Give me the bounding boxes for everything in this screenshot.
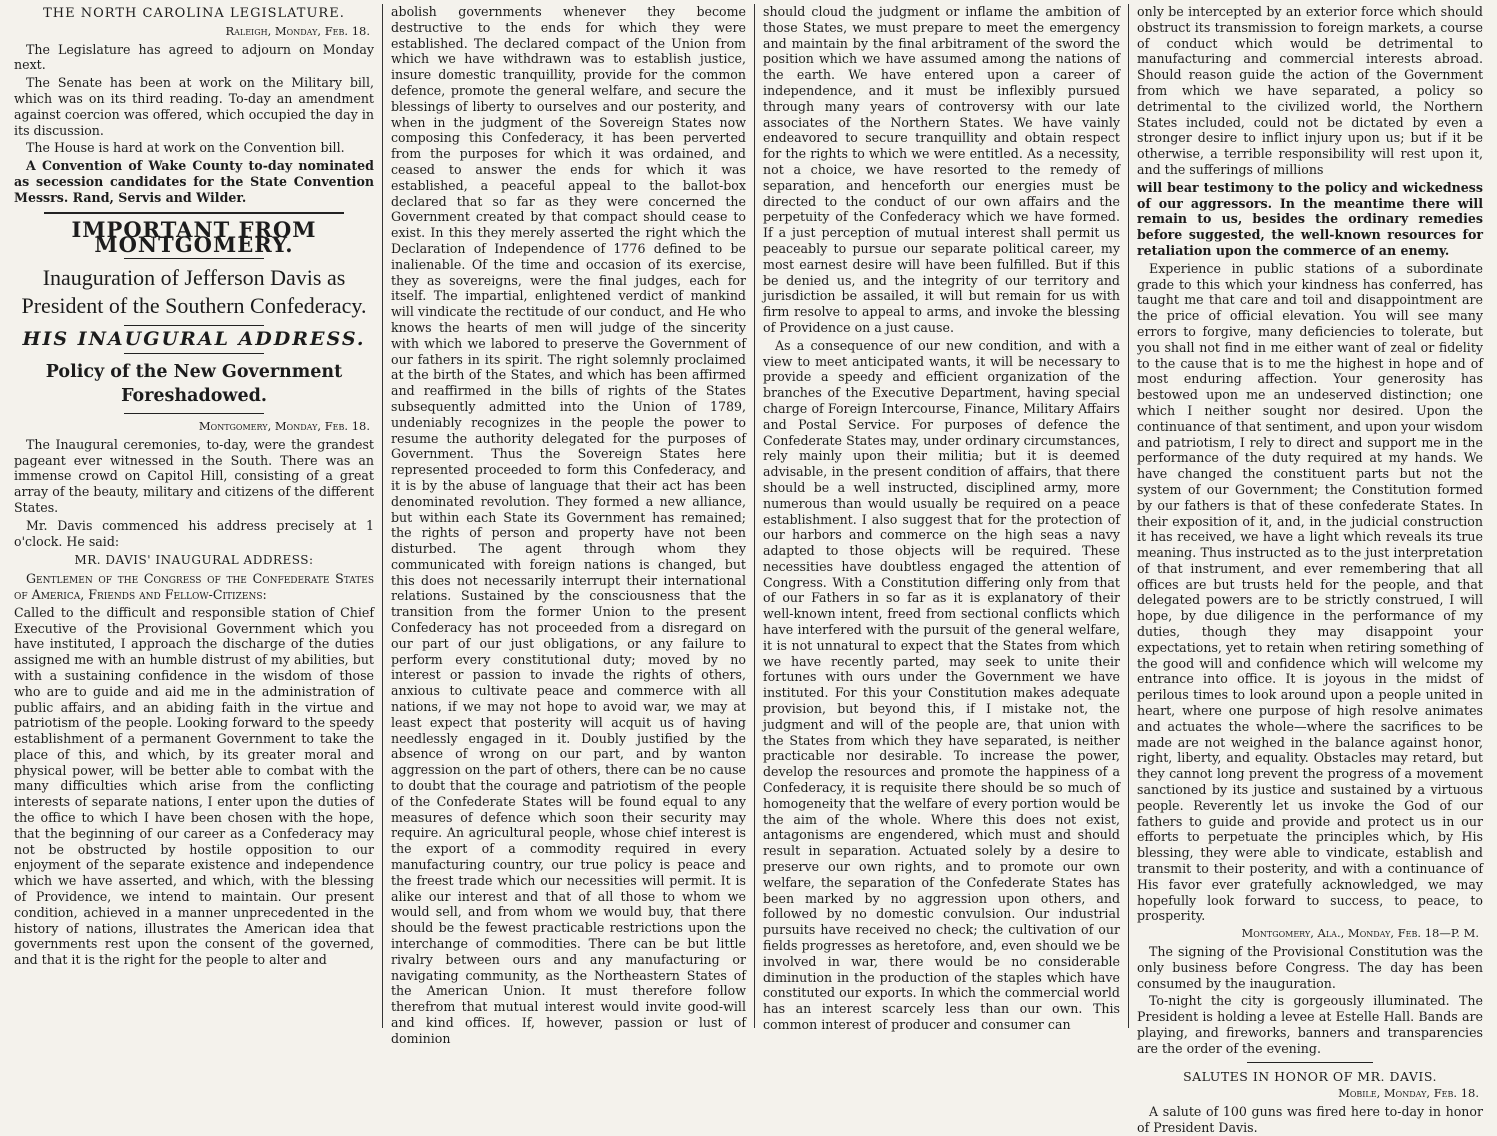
address-paragraph: only be intercepted by an exterior force which should obstruct its transmission to foreign markets, a course of conduct which would be detrimental to manufacturing and commercial interests abroad. Should reason guide the action of the Government from which we have separated, a policy so detrimental to the civilized world, the Northern States included, could not be dictated by even a stronger desire to inflict injury upon us; but if it be otherwise, a terrible responsibility will rest upon it, and the sufferings of millions (1137, 4, 1483, 177)
legislature-headline: THE NORTH CAROLINA LEGISLATURE. (43, 6, 345, 21)
montgomery-dateline: Montgomery, Monday, Feb. 18. (198, 418, 370, 433)
column-3 (754, 4, 1128, 1032)
address-paragraph: Experience in public stations of a subordinate grade to this which your kindness has conferred, has taught me that care and toil and disappointment are the price of official elevation. You will see many errors to forgive, many deficiencies to tolerate, but you shall not find in me either want of zeal or fidelity to the cause that is to me the highest in hope and of most enduring affection. Your generosity has bestowed upon me an undeserved distinction; one which I neither sought nor desired. Upon the continuance of that sentiment, and upon your wisdom and patriotism, I rely to direct and support me in the performance of the duty required at my hands. We have changed the constituent parts but not the system of our Government; the Constitution formed by our fathers is that of these confederate States. In their exposition of it, and, in the judicial construction it has received, we have a light which reveals its true meaning. Thus instructed as to the just interpretation of that instrument, and ever remembering that all offices are but trusts held for the people, and that delegated powers are to be strictly construed, I will hope, by due diligence in the performance of my duties, though they may disappoint your expectations, yet to retain when retiring something of the good will and confidence which will welcome my entrance into office. It is joyous in the midst of perilous times to look around upon a people united in heart, where one purpose of high resolve animates and actuates the whole—where the sacrifices to be made are not weighed in the balance against honor, right, liberty, and equality. Obstacles may retard, but they cannot long prevent the progress of a movement sanctioned by its justice and sustained by a virtuous people. Reverently let us invoke the God of our fathers to guide and provide and protect us in our efforts to perpetuate the principles which, by His blessing, they were able to vindicate, establish and transmit to their posterity, and with a continuance of His favor ever gratefully acknowledged, we may hopefully look forward to success, to peace, to prosperity. (1137, 260, 1483, 924)
legislature-paragraph: The House is hard at work on the Convention bill. (26, 140, 345, 156)
column-1 (6, 4, 382, 1028)
body-paragraph: A salute of 100 guns was fired here to-day in honor of President Davis. (1137, 1104, 1483, 1135)
body-paragraph: The signing of the Provisional Constitution was the only business before Congress. The day has been consumed by the inauguration. (1137, 944, 1483, 991)
column-2 (382, 4, 754, 1046)
headline-divider (124, 258, 264, 259)
legislature-paragraph: The Senate has been at work on the Military bill, which was on its third reading. To-day an amendment against coercion was offered, which occupied the day in its discussion. (14, 75, 374, 138)
address-salutation: Gentlemen of the Congress of the Confederate States of America, Friends and Fellow-Citizens: (14, 571, 374, 602)
headline-divider (124, 353, 264, 354)
mobile-dateline: Mobile, Monday, Feb. 18. (1338, 1086, 1479, 1101)
body-paragraph: The Inaugural ceremonies, to-day, were the grandest pageant ever witnessed in the South. There was an immense crowd on Capitol Hill, consisting of a great array of the beauty, military and citizens of the different States. (14, 436, 374, 515)
headline-divider (124, 413, 264, 414)
montgomery-pm-dateline: Montgomery, Ala., Monday, Feb. 18—P. M. (1241, 926, 1479, 941)
address-paragraph: should cloud the judgment or inflame the ambition of those States, we must prepare to meet the emergency and maintain by the final arbitrament of the sword the position which we have assumed among the nations of the earth. We have entered upon a career of independence, and it must be inflexibly pursued through many years of controversy with our late associates of the Northern States. We have vainly endeavored to secure tranquillity and obtain respect for the rights to which we were entitled. As a necessity, not a choice, we have resorted to the remedy of separation, and henceforth our energies must be directed to the conduct of our own affairs and the perpetuity of the Confederacy which we have formed. If a just perception of mutual interest shall permit us peaceably to pursue our separate political career, my most earnest desire will have been fulfilled. But if this be denied us, and the integrity of our territory and jurisdiction be assailed, it will but remain for us with firm resolve to appeal to arms, and invoke the blessing of Providence on a just cause. (763, 4, 1120, 335)
address-paragraph-bold: will bear testimony to the policy and wickedness of our aggressors. In the meantime there will remain to us, besides the ordinary remedies before suggested, the well-known resources for retaliation upon the commerce of an enemy. (1137, 179, 1483, 258)
headline-inaugural-address: HIS INAUGURAL ADDRESS. (22, 328, 366, 351)
body-paragraph: To-night the city is gorgeously illuminated. The President is holding a levee at Estelle Hall. Bands are playing, and fireworks, banners and transparencies are the order of the evening. (1137, 993, 1483, 1056)
address-paragraph: Called to the difficult and responsible station of Chief Executive of the Provisional Government which you have instituted, I approach the discharge of the duties assigned me with an humble distrust of my abilities, but with a sustaining confidence in the wisdom of those who are to guide and aid me in the administration of public affairs, and an abiding faith in the virtue and patriotism of the people. Looking forward to the speedy establishment of a permanent Government to take the place of this, and which, by its greater moral and physical power, will be better able to combat with the many difficulties which arise from the conflicting interests of separate nations, I enter upon the duties of the office to which I have been chosen with the hope, that the beginning of our career as a Confederacy may not be obstructed by hostile opposition to our enjoyment of the separate existence and independence which we have asserted, and which, with the blessing of Providence, we intend to maintain. Our present condition, achieved in a manner unprecedented in the history of nations, illustrates the American idea that governments rest upon the consent of the governed, and that it is the right for the people to alter and (14, 604, 374, 968)
headline-important: IMPORTANT FROM MONTGOMERY. (71, 216, 317, 258)
wake-county-paragraph: A Convention of Wake County to-day nominated as secession candidates for the State Convention Messrs. Rand, Servis and Wilder. (14, 158, 374, 205)
address-paragraph: As a consequence of our new condition, and with a view to meet anticipated wants, it will be necessary to provide a speedy and efficient organization of the branches of the Executive Department, having special charge of Foreign Intercourse, Finance, Military Affairs and Postal Service. For purposes of defence the Confederate States may, under ordinary circumstances, rely mainly upon their militia; but it is deemed advisable, in the present condition of affairs, that there should be a well instructed, disciplined army, more numerous than would usually be required on a peace establishment. I also suggest that for the protection of our harbors and commerce on the high seas a navy adapted to those objects will be required. These necessities have doubtless engaged the attention of Congress. With a Constitution differing only from that of our Fathers in so far as it is explanatory of their well-known intent, freed from sectional conflicts which have interfered with the pursuit of the general welfare, it is not unnatural to expect that the States from which we have recently parted, may seek to unite their fortunes with ours under the Government we have instituted. For this your Constitution makes adequate provision, but beyond this, if I mistake not, the judgment and will of the people are, that union with the States from which they have separated, is neither practicable nor desirable. To increase the power, develop the resources and promote the happiness of a Confederacy, it is requisite there should be so much of homogeneity that the welfare of every portion would be the aim of the whole. Where this does not exist, antagonisms are engendered, which must and should result in separation. Actuated solely by a desire to preserve our own rights, and to promote our own welfare, the separation of the Confederate States has been marked by no aggression upon others, and followed by no domestic convulsion. Our industrial pursuits have received no check; the cultivation of our fields progresses as heretofore, and, even should we be involved in war, there would be no considerable diminution in the production of the staples which have constituted our exports. In which the commercial world has an interest scarcely less than our own. This common interest of producer and consumer can (763, 337, 1120, 1032)
headline-inauguration: Inauguration of Jefferson Davis as President of the Southern Confederacy. (21, 265, 367, 319)
address-paragraph: abolish governments whenever they become destructive to the ends for which they were established. The declared compact of the Union from which we have withdrawn was to establish justice, insure domestic tranquillity, provide for the common defence, promote the general welfare, and secure the blessings of liberty to ourselves and our posterity, and when in the judgment of the Sovereign States now composing this Confederacy, it has been perverted from the purposes for which it was ordained, and ceased to answer the ends for which it was established, a peaceful appeal to the ballot-box declared that so far as they were concerned the Government created by that compact should cease to exist. In this they merely asserted the right which the Declaration of Independence of 1776 defined to be inalienable. Of the time and occasion of its exercise, they as sovereigns, were the final judges, each for itself. The impartial, enlightened verdict of mankind will vindicate the rectitude of our conduct, and He who knows the hearts of men will judge of the sincerity with which we labored to preserve the Government of our fathers in its spirit. The right solemnly proclaimed at the birth of the States, and which has been affirmed and reaffirmed in the bills of rights of the States subsequently admitted into the Union of 1789, undeniably recognizes in the people the power to resume the authority delegated for the purposes of Government. Thus the Sovereign States here represented proceeded to form this Confederacy, and it is by the abuse of language that their act has been denominated revolution. They formed a new alliance, but within each State its Government has remained; the rights of person and property have not been disturbed. The agent through whom they communicated with foreign nations is changed, but this does not necessarily interrupt their international relations. Sustained by the consciousness that the transition from the former Union to the present Confederacy has not proceeded from a disregard on our part of our just obligations, or any failure to perform every constitutional duty; moved by no interest or passion to invade the rights of others, anxious to cultivate peace and commerce with all nations, if we may not hope to avoid war, we may at least expect that posterity will acquit us of having needlessly engaged in it. Doubly justified by the absence of wrong on our part, and by wanton aggression on the part of others, there can be no cause to doubt that the courage and patriotism of the people of the Confederate States will be found equal to any measures of defence which soon their security may require. An agricultural people, whose chief interest is the export of a commodity required in every manufacturing country, our true policy is peace and the freest trade which our necessities will permit. It is alike our interest and that of all those to whom we would sell, and from whom we would buy, that there should be the fewest practicable restrictions upon the interchange of commodities. There can be but little rivalry between ours and any manufacturing or navigating community, as the Northeastern States of the American Union. It must therefore follow therefrom that mutual interest would invite good-will and kind offices. If, however, passion or lust of dominion (391, 4, 746, 1046)
headline-policy: Policy of the New Government Foreshadowed. (45, 361, 343, 406)
headline-divider (124, 325, 264, 326)
raleigh-dateline: Raleigh, Monday, Feb. 18. (225, 23, 370, 38)
legislature-paragraph: The Legislature has agreed to adjourn on Monday next. (14, 41, 374, 73)
column-4 (1128, 4, 1491, 1135)
section-divider (1247, 1062, 1373, 1063)
salutes-headline: SALUTES IN HONOR OF MR. DAVIS. (1183, 1068, 1437, 1084)
address-subheading: MR. DAVIS' INAUGURAL ADDRESS: (74, 553, 314, 568)
section-divider (44, 212, 344, 214)
body-paragraph: Mr. Davis commenced his address precisely at 1 o'clock. He said: (14, 517, 374, 549)
